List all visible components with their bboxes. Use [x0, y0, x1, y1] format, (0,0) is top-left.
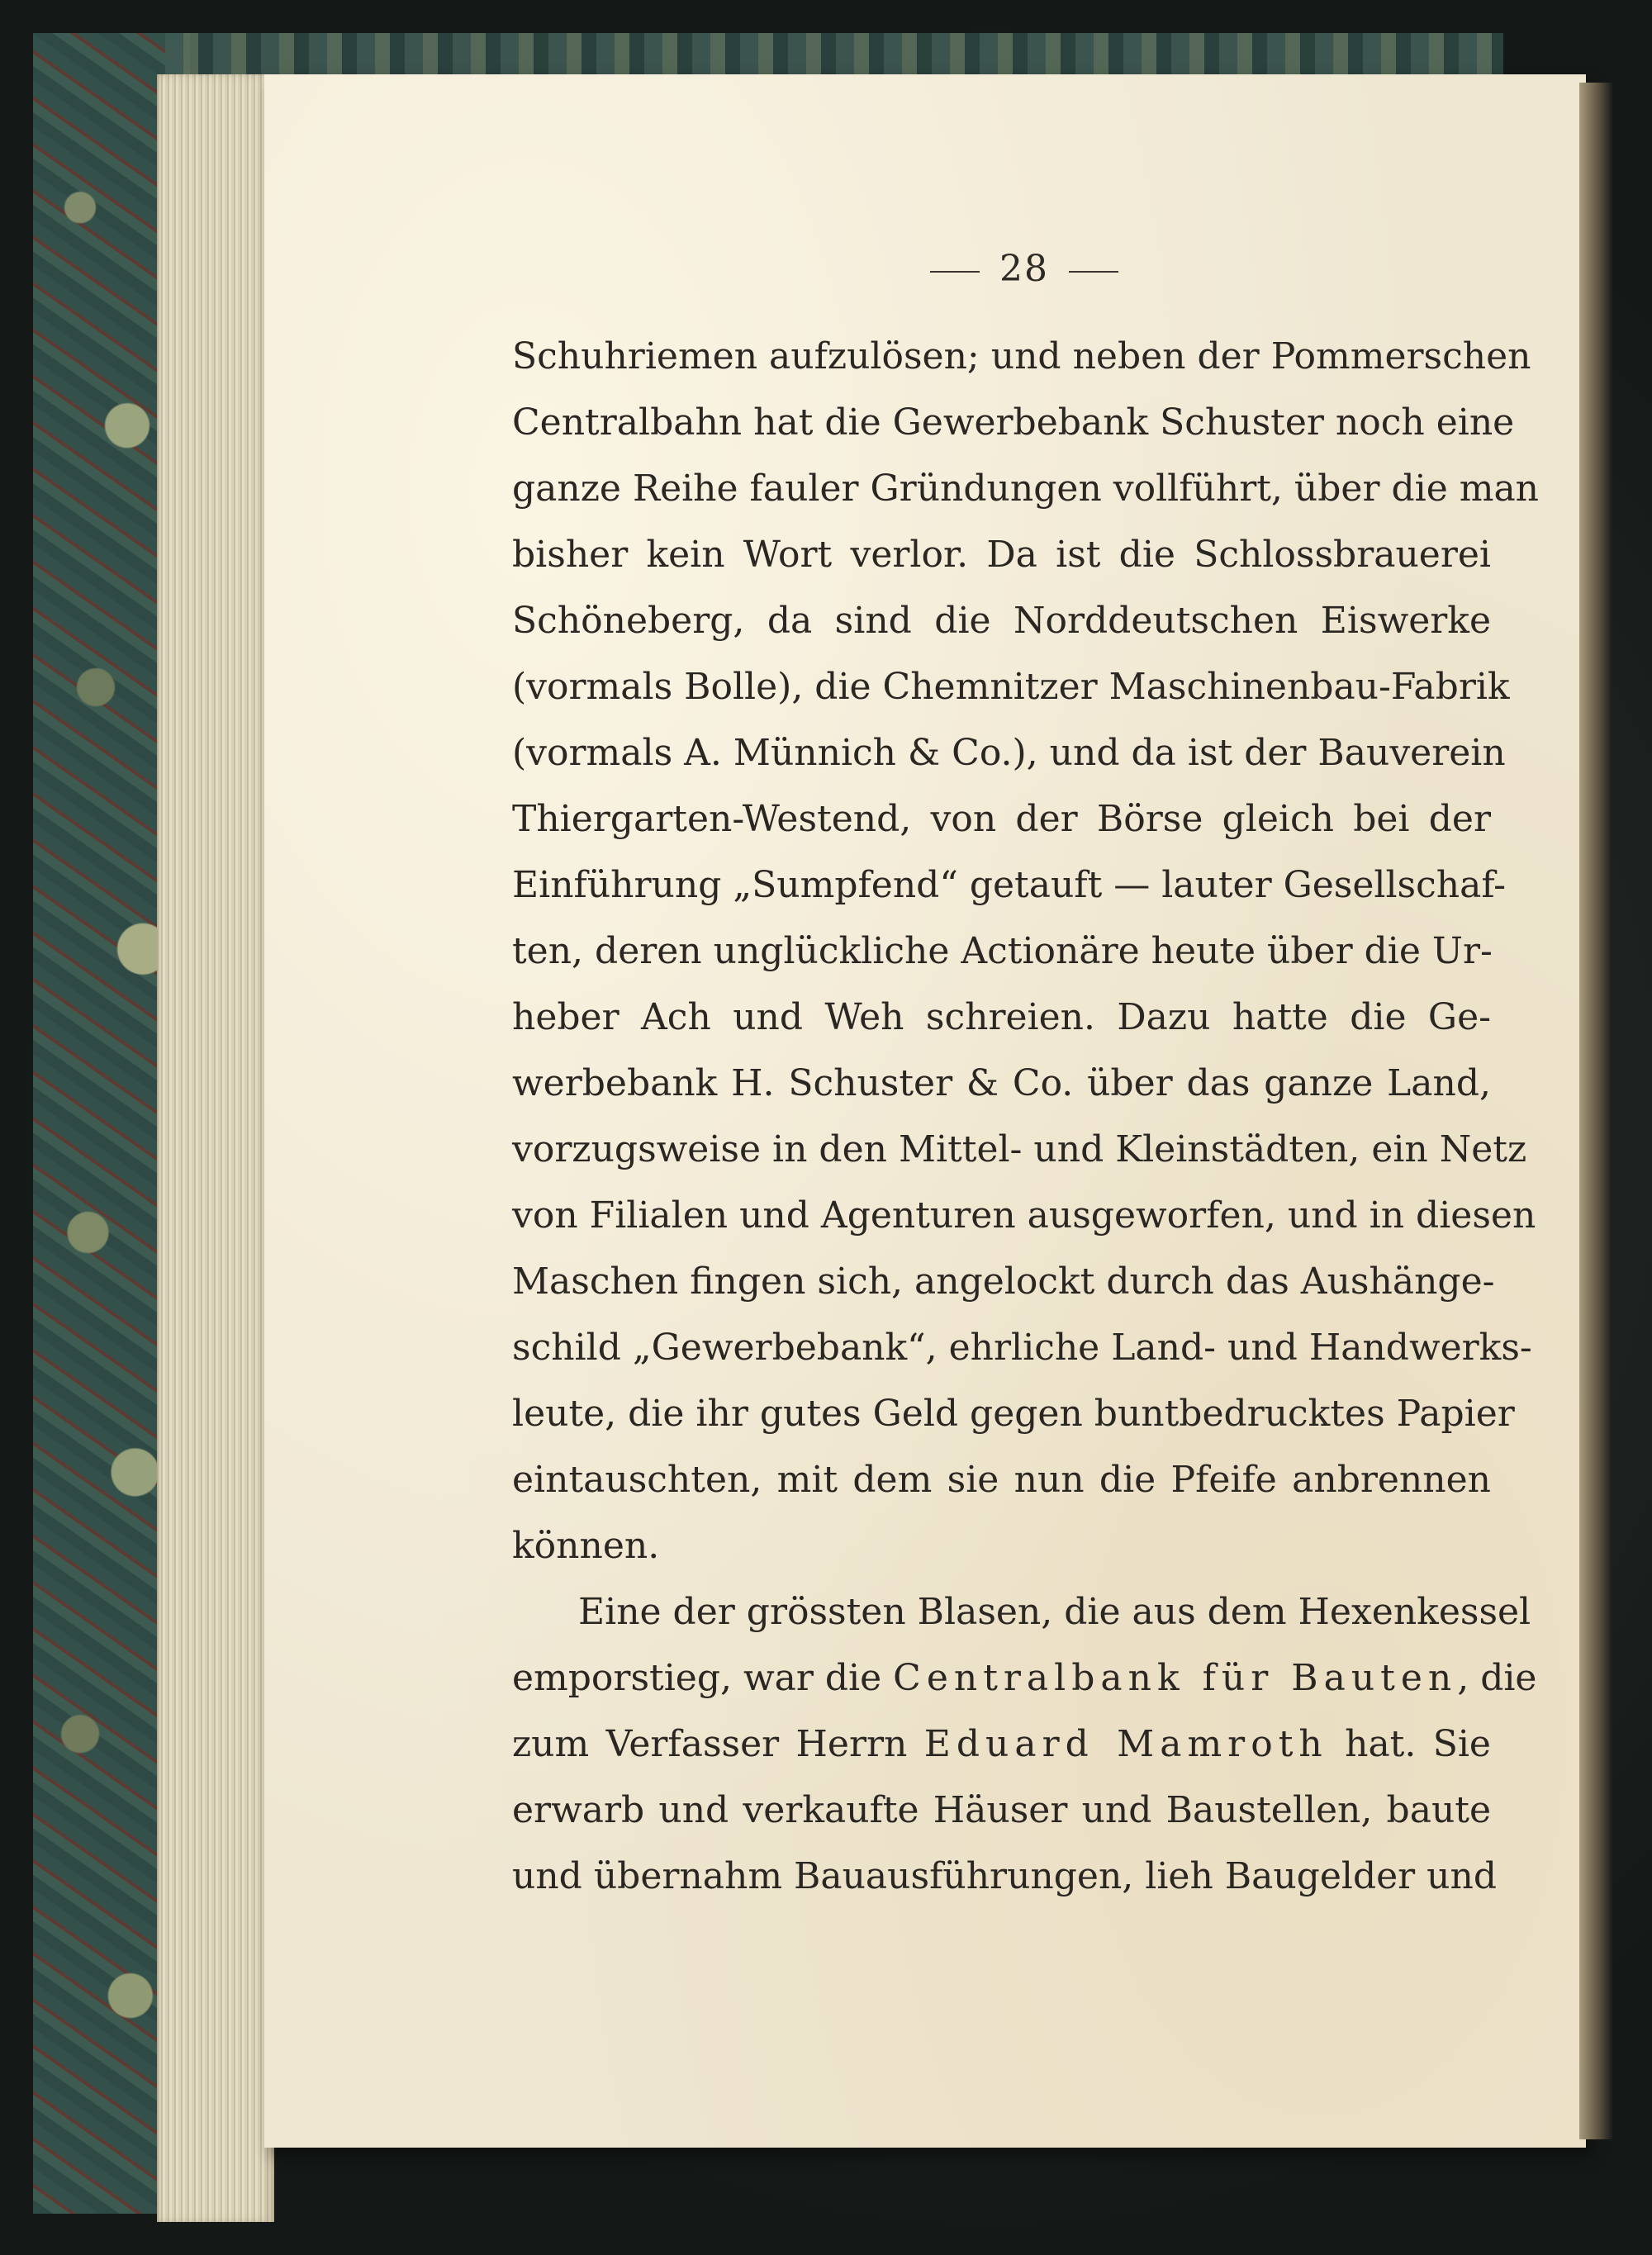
page-number: 28 — [999, 248, 1049, 290]
text-line: (vormals A. Münnich & Co.), und da ist der Bauverein — [512, 732, 1506, 774]
page-right-edge — [1579, 83, 1612, 2139]
text-line — [512, 1645, 1537, 1711]
text-line: Einführung „Sumpfend“ getauft — lauter Gesellschaf- — [512, 864, 1506, 906]
paragraph-2 — [512, 1579, 1537, 1910]
text-line: eintauschten, mit dem sie nun die Pfeife anbrennen — [512, 1459, 1491, 1501]
text-line: ganze Reihe fauler Gründungen vollführt, über die man — [512, 468, 1540, 510]
text-line: Eine der grössten Blasen, die aus dem Hexenkessel — [578, 1591, 1531, 1633]
emphasized-text: Eduard Mamroth — [923, 1723, 1328, 1765]
text-segment: , die — [1457, 1657, 1537, 1699]
text-line: von Filialen und Agenturen ausgeworfen, und in diesen — [512, 1194, 1536, 1237]
text-line — [512, 1711, 1491, 1778]
text-line: erwarb und verkaufte Häuser und Baustellen, baute — [512, 1789, 1491, 1831]
paragraph-1 — [512, 324, 1540, 1579]
text-line: Schöneberg, da sind die Norddeutschen Eiswerke — [512, 600, 1491, 642]
text-line: leute, die ihr gutes Geld gegen buntbedrucktes Papier — [512, 1393, 1515, 1435]
running-header — [876, 248, 1173, 290]
text-segment: emporstieg, war die — [512, 1657, 882, 1699]
emphasized-text: Centralbank für Bauten — [893, 1657, 1458, 1699]
text-line: ten, deren unglückliche Actionäre heute über die Ur- — [512, 930, 1493, 972]
page-block-edges — [157, 74, 274, 2222]
text-line: vorzugsweise in den Mittel- und Kleinstädten, ein Netz — [512, 1128, 1527, 1170]
text-line: Maschen fingen sich, angelockt durch das Aushänge- — [512, 1260, 1495, 1303]
text-line: bisher kein Wort verlor. Da ist die Schlossbrauerei — [512, 534, 1491, 576]
header-dash-right — [1069, 271, 1118, 273]
text-segment: zum Verfasser Herrn — [512, 1723, 908, 1765]
text-line: (vormals Bolle), die Chemnitzer Maschinenbau-Fabrik — [512, 666, 1510, 708]
body-text — [512, 324, 1540, 1910]
text-segment: hat. Sie — [1345, 1723, 1491, 1765]
text-line: Schuhriemen aufzulösen; und neben der Pommerschen — [512, 335, 1531, 377]
text-line: Thiergarten-Westend, von der Börse gleich bei der — [512, 798, 1491, 840]
text-line: heber Ach und Weh schreien. Dazu hatte die Ge- — [512, 996, 1491, 1038]
text-line: Centralbahn hat die Gewerbebank Schuster noch eine — [512, 401, 1515, 444]
text-line: können. — [512, 1525, 660, 1567]
text-line: schild „Gewerbebank“, ehrliche Land- und Handwerks- — [512, 1327, 1532, 1369]
text-line: und übernahm Bauausführungen, lieh Baugelder und — [512, 1855, 1498, 1897]
header-dash-left — [930, 271, 980, 273]
text-line: werbebank H. Schuster & Co. über das ganze Land, — [512, 1062, 1491, 1104]
